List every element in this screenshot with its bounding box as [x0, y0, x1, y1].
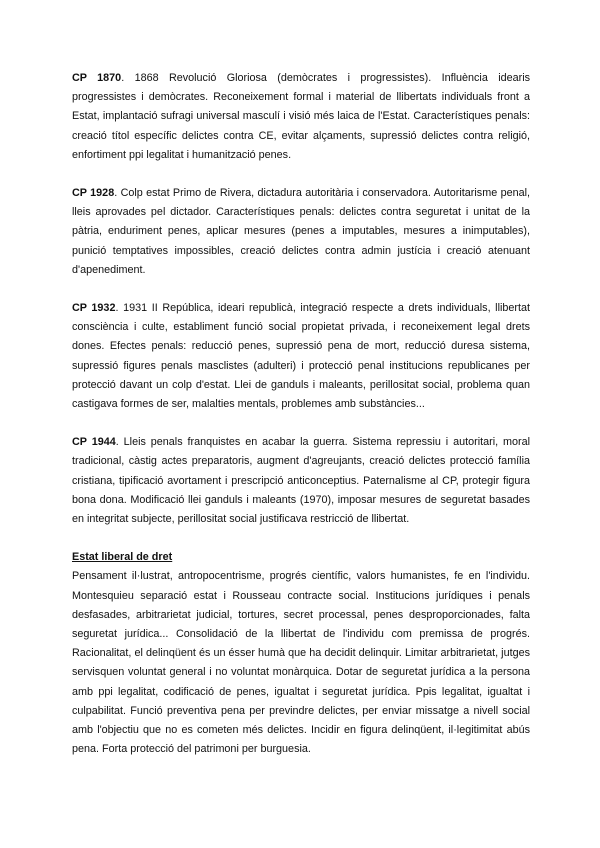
paragraph-cp-1928 — [72, 184, 530, 280]
paragraph-label: CP 1944 — [72, 436, 116, 449]
paragraph-label: CP 1870 — [72, 72, 122, 84]
paragraph-text: . 1868 Revolució Gloriosa (demòcrates i progressistes). Influència idearis progressistes i demòcrates. Reconeixement formal i material de llibertats individuals front a Estat, implantació sufragi universal masculí i visió més laica de l'Estat. Característiques penals: creació títol específic delictes contra CE, evitar alçaments, supressió delictes contra religió, enfortiment ppi legalitat i humanització penes. — [72, 72, 530, 161]
paragraph-cp-1870 — [72, 69, 530, 165]
paragraph-cp-1944 — [72, 433, 530, 529]
paragraph-cp-1932 — [72, 299, 530, 414]
paragraph-label: CP 1932 — [72, 302, 116, 315]
paragraph-text: . 1931 II República, ideari republicà, integració respecte a drets individuals, llibertat consciència i culte, establiment funció social propietat privada, i reconeixement legal drets dones. Efectes penals: reducció penes, supressió pena de mort, reducció duresa sistema, supressió figures penals masclistes (adulteri) i protecció penal institucions republicanes per protecció davant un colp d'estat. Llei de ganduls i maleants, perillositat social, problema quan castigava formes de ser, malalties mentals, problemes amb substàncies... — [72, 302, 530, 411]
paragraph-text: . Colp estat Primo de Rivera, dictadura autoritària i conservadora. Autoritarisme penal, lleis aprovades pel dictador. Característiques penals: delictes contra seguretat i unitat de la pàtria, enduriment penes, aplicar mesures (penes a imputables, mesures a inimputables), punició temptatives impossibles, creació delictes contra admin justícia i creació atenuant d'apenediment. — [72, 187, 530, 276]
section-body: Pensament il·lustrat, antropocentrisme, progrés científic, valors humanistes, fe en l'individu. Montesquieu separació estat i Rousseau contracte social. Institucions jurídiques i penals desfasades, arbitrarietat judicial, tortures, secret processal, penes desproporcionades, falta seguretat jurídica... Consolidació de la llibertat de l'individu com premissa de progrés. Racionalitat, el delinqüent és un ésser humà que ha decidit delinquir. Limitar arbitrarietat, jutges servisquen voluntat general i no voluntat monàrquica. Dotar de seguretat jurídica a la persona amb ppi legalitat, codificació de penes, igualtat i seguretat jurídica. Ppis legalitat, igualtat i culpabilitat. Funció preventiva pena per previndre delictes, per enviar missatge a nivell social amb l'objectiu que no es cometen més delictes. Incidir en figura delinqüent, il·legitimitat abús pena. Forta protecció del patrimoni per burguesia. — [72, 570, 530, 756]
paragraph-text: . Lleis penals franquistes en acabar la guerra. Sistema repressiu i autoritari, moral tradicional, càstig actes preparatoris, augment d'agreujants, creació delictes protecció família cristiana, tipificació avortament i prescripció anticonceptius. Paternalisme al CP, protegir figura bona dona. Modificació llei ganduls i maleants (1970), imposar mesures de seguretat basades en integritat subjecte, perillositat social justificava restricció de llibertat. — [72, 436, 531, 526]
paragraph-label: CP 1928 — [72, 187, 115, 200]
section-heading: Estat liberal de dret — [72, 551, 173, 564]
